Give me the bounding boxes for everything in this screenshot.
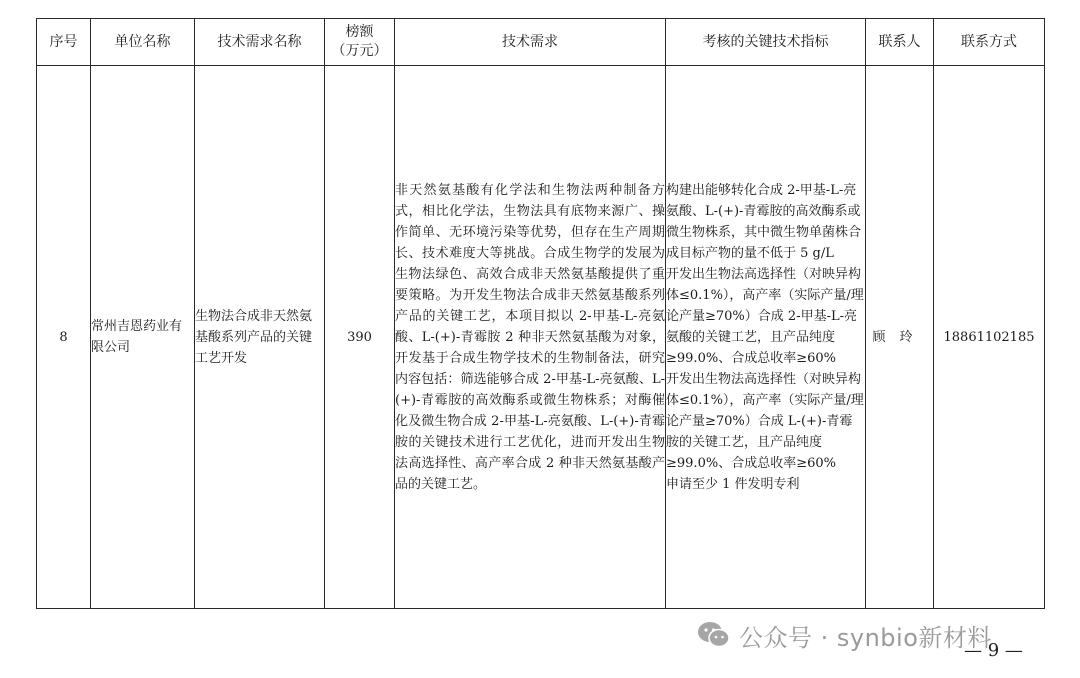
header-amount-line1: 榜额 [345,24,374,40]
header-contact: 联系人 [866,19,934,66]
cell-kpi [666,66,866,609]
cell-tech-name: 生物法合成非天然氨基酸系列产品的关键工艺开发 [195,66,325,609]
table-header-row [37,19,1045,66]
watermark-text: 公众号 · synbio新材料 [739,623,992,652]
cell-amount: 390 [325,66,395,609]
header-amount [325,19,395,66]
kpi-item: 开发出生物法高选择性（对映异构体≤0.1%），高产率（实际产量/理论产量≥70%）合成 2-甲基-L-亮氨酸的关键工艺，且产品纯度≥99.0%、合成总收率≥60% [666,266,864,366]
cell-requirement: 非天然氨基酸有化学法和生物法两种制备方式，相比化学法，生物法具有底物来源广、操作简单、无环境污染等优势，但存在生产周期长、技术难度大等挑战。合成生物学的发展为生物法绿色、高效合成非天然氨基酸提供了重要策略。为开发生物法合成非天然氨基酸系列产品的关键工艺，本项目拟以 2-甲基-L-亮氨酸、L-(+)-青霉胺 2 种非天然氨基酸为对象，开发基于合成生物学技术的生物制备法，研究内容包括：筛选能够合成 2-甲基-L-亮氨酸、L-(+)-青霉胺的高效酶系或微生物株系；对酶催化及微生物合成 2-甲基-L-亮氨酸、L-(+)-青霉胺的关键技术进行工艺优化，进而开发出生物法高选择性、高产率合成 2 种非天然氨基酸产品的关键工艺。 [395,66,666,609]
cell-phone: 18861102185 [934,66,1045,609]
cell-contact: 顾玲 [866,66,934,609]
page-number: — 9 — [964,640,1023,661]
header-amount-line2: （万元） [331,43,388,59]
cell-org: 常州吉恩药业有限公司 [91,66,195,609]
kpi-item: 申请至少 1 件发明专利 [666,476,800,492]
header-seq: 序号 [37,19,91,66]
wechat-watermark [697,619,992,651]
header-tech-name: 技术需求名称 [195,19,325,66]
kpi-item: 构建出能够转化合成 2-甲基-L-亮氨酸、L-(+)-青霉胺的高效酶系或微生物株系，其中微生物单菌株合成目标产物的量不低于 5 g/L [666,182,862,261]
wechat-icon [697,620,731,650]
header-org: 单位名称 [91,19,195,66]
tech-demand-table [36,18,1045,609]
table-row [37,66,1045,609]
kpi-item: 开发出生物法高选择性（对映异构体≤0.1%），高产率（实际产量/理论产量≥70%）合成 L-(+)-青霉胺的关键工艺，且产品纯度≥99.0%、合成总收率≥60% [666,371,864,471]
header-phone: 联系方式 [934,19,1045,66]
header-requirement: 技术需求 [395,19,666,66]
cell-seq: 8 [37,66,91,609]
header-kpi: 考核的关键技术指标 [666,19,866,66]
